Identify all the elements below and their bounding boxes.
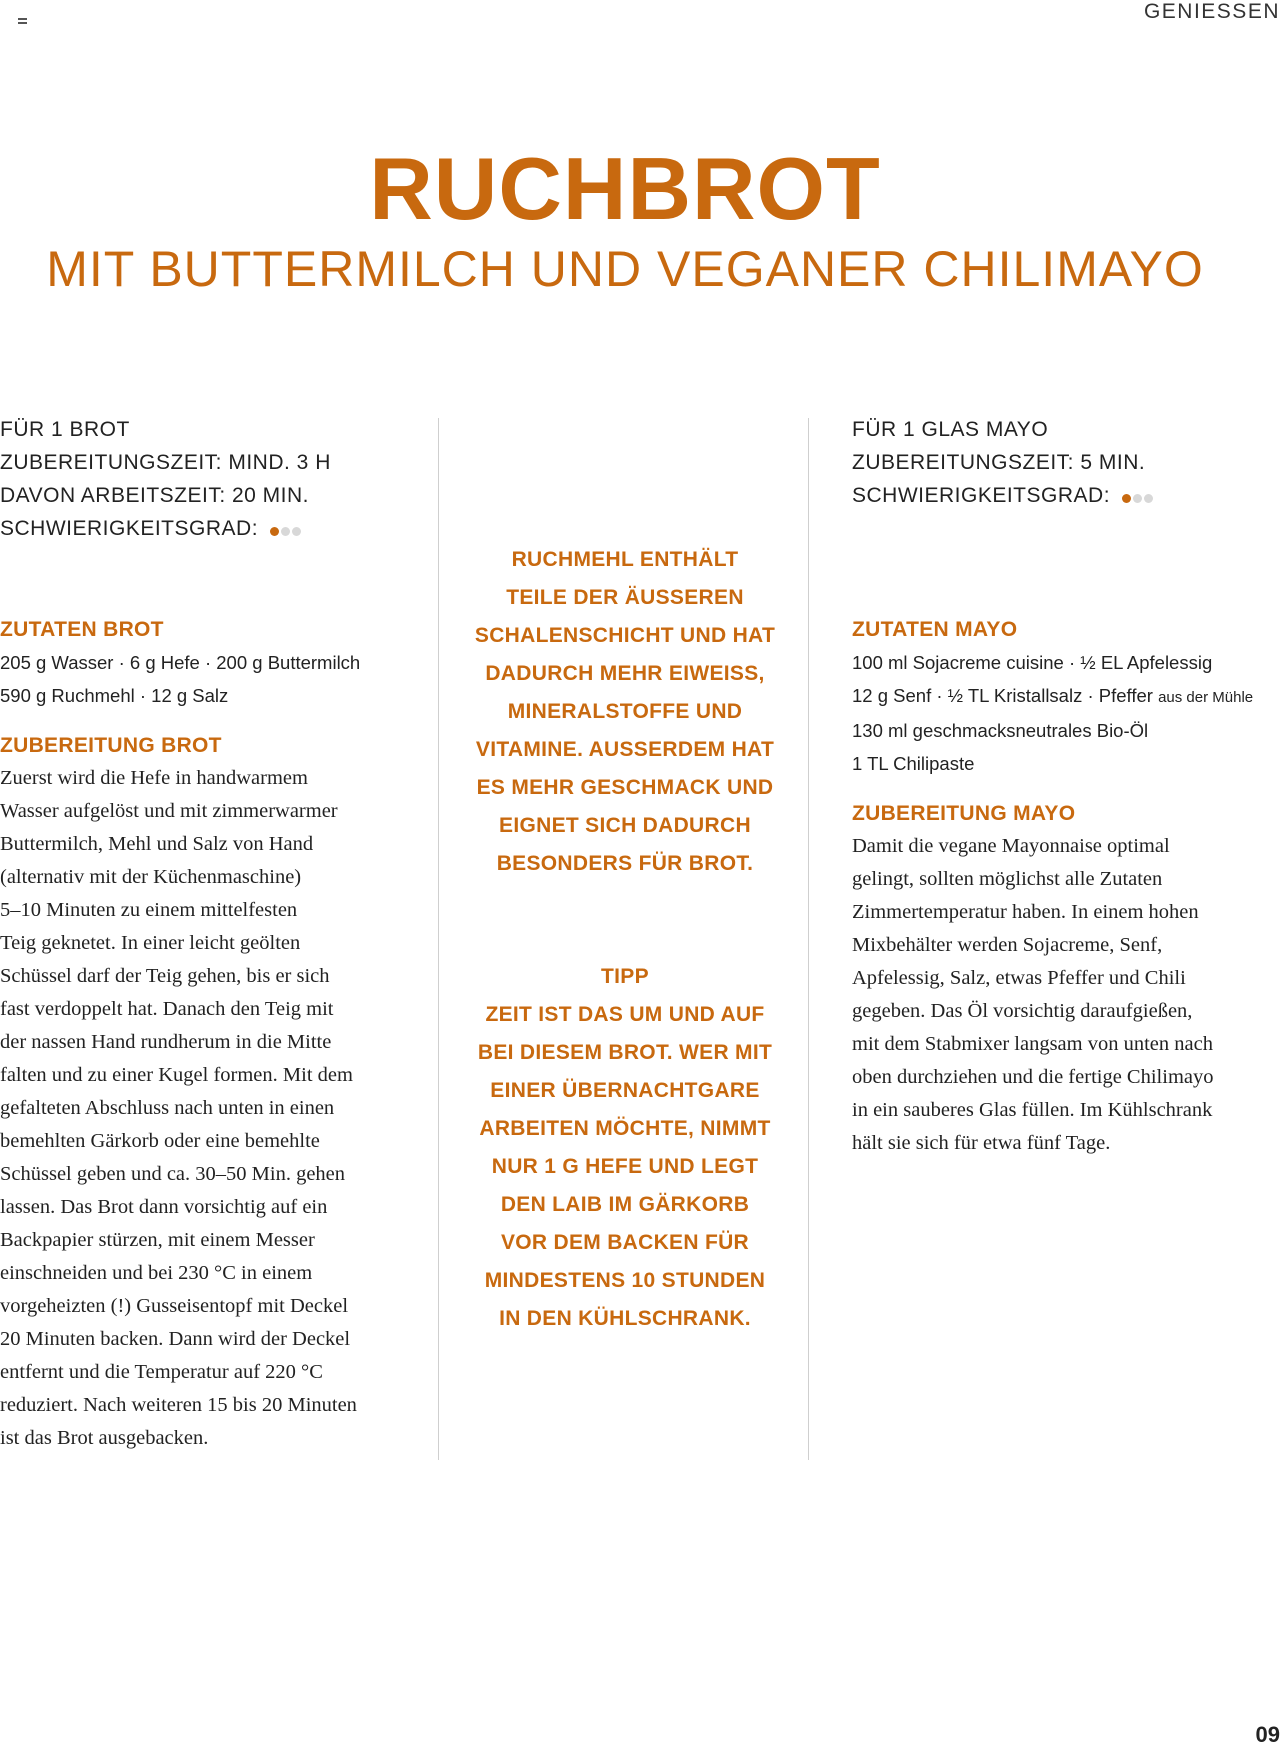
mayo-difficulty-rating — [1122, 480, 1155, 513]
callout-line: DADURCH MEHR EIWEISS, — [485, 662, 765, 685]
mayo-ingredients-heading: ZUTATEN MAYO — [852, 617, 1018, 641]
tip-line: EINER ÜBERNACHTGARE — [490, 1079, 760, 1102]
text-line: vorgeheizten (!) Gusseisentopf mit Deckel — [0, 1294, 349, 1317]
brot-difficulty-label: SCHWIERIGKEITSGRAD: — [0, 517, 259, 540]
text-line: hält sie sich für etwa fünf Tage. — [852, 1131, 1111, 1154]
text-line: der nassen Hand rundherum in die Mitte — [0, 1030, 332, 1053]
mayo-meta-servings: FÜR 1 GLAS MAYO — [852, 418, 1049, 441]
page-number: 09 — [1255, 1722, 1280, 1747]
mayo-preparation-text — [852, 830, 1272, 1160]
ingredient-text: 12 g Senf · ½ TL Kristallsalz · Pfeffer — [852, 684, 1153, 706]
text-line: ist das Brot ausgebacken. — [0, 1426, 209, 1449]
text-line: Zimmertemperatur haben. In einem hohen — [852, 900, 1199, 923]
brot-ingredients-list — [0, 646, 390, 712]
callout-line: SCHALENSCHICHT UND HAT — [474, 624, 776, 647]
text-line: falten und zu einer Kugel formen. Mit dem — [0, 1063, 353, 1086]
text-line: 5–10 Minuten zu einem mittelfesten — [0, 898, 298, 921]
difficulty-dot-empty — [1144, 494, 1153, 503]
brot-meta-worktime: DAVON ARBEITSZEIT: 20 MIN. — [0, 484, 310, 507]
menu-icon[interactable] — [18, 18, 27, 24]
text-line: Wasser aufgelöst und mit zimmerwarmer — [0, 799, 338, 822]
tip-line: ZEIT IST DAS UM UND AUF — [485, 1003, 765, 1026]
ingredient-line: 130 ml geschmacksneutrales Bio-Öl — [852, 719, 1149, 741]
tip-line: NUR 1 G HEFE UND LEGT — [491, 1155, 759, 1178]
text-line: reduziert. Nach weiteren 15 bis 20 Minuten — [0, 1393, 357, 1416]
text-line: gegeben. Das Öl vorsichtig daraufgießen, — [852, 999, 1193, 1022]
mayo-preparation-heading: ZUBEREITUNG MAYO — [852, 801, 1076, 825]
text-line: mit dem Stabmixer langsam von unten nach — [852, 1032, 1213, 1055]
callout-line: BESONDERS FÜR BROT. — [496, 852, 754, 875]
difficulty-dot-empty — [292, 527, 301, 536]
callout-line: ES MEHR GESCHMACK UND — [476, 776, 774, 799]
text-line: Backpapier stürzen, mit einem Messer — [0, 1228, 315, 1251]
text-line: Schüssel geben und ca. 30–50 Min. gehen — [0, 1162, 346, 1185]
brot-ingredients-heading: ZUTATEN BROT — [0, 617, 164, 641]
callout-line: VITAMINE. AUSSERDEM HAT — [475, 738, 775, 761]
text-line: (alternativ mit der Küchenmaschine) — [0, 865, 302, 888]
callout-line: EIGNET SICH DADURCH — [499, 814, 751, 837]
mayo-column — [852, 413, 1272, 1160]
difficulty-dot-filled — [1122, 494, 1131, 503]
brot-column — [0, 413, 390, 1455]
brot-meta-servings: FÜR 1 BROT — [0, 418, 130, 441]
ingredient-line: 1 TL Chilipaste — [852, 752, 975, 774]
difficulty-dot-empty — [281, 527, 290, 536]
text-line: Zuerst wird die Hefe in handwarmem — [0, 766, 308, 789]
section-label: GENIESSEN — [1143, 0, 1280, 23]
ruchmehl-callout — [440, 541, 810, 883]
mayo-meta — [852, 413, 1272, 513]
text-line: entfernt und die Temperatur auf 220 °C — [0, 1360, 323, 1383]
difficulty-dot-filled — [270, 527, 279, 536]
text-line: einschneiden und bei 230 °C in einem — [0, 1261, 313, 1284]
brot-difficulty-rating — [270, 513, 303, 546]
callout-line: MINERALSTOFFE UND — [507, 700, 743, 723]
tip-line: IN DEN KÜHLSCHRANK. — [499, 1307, 751, 1330]
callout-line: TEILE DER ÄUSSEREN — [506, 586, 744, 609]
tip-heading: TIPP — [601, 965, 649, 988]
column-divider-left — [438, 418, 439, 1460]
recipe-title: RUCHBROT — [369, 139, 881, 238]
brot-meta-time: ZUBEREITUNGSZEIT: MIND. 3 H — [0, 451, 331, 474]
text-line: bemehlten Gärkorb oder eine bemehlte — [0, 1129, 320, 1152]
text-line: Teig geknetet. In einer leicht geölten — [0, 931, 301, 954]
text-line: in ein sauberes Glas füllen. Im Kühlschrank — [852, 1098, 1213, 1121]
text-line: Apfelessig, Salz, etwas Pfeffer und Chili — [852, 966, 1186, 989]
ingredient-line — [852, 679, 1272, 714]
text-line: lassen. Das Brot dann vorsichtig auf ein — [0, 1195, 328, 1218]
tip-line: ARBEITEN MÖCHTE, NIMMT — [479, 1117, 771, 1140]
ingredient-line: 100 ml Sojacreme cuisine · ½ EL Apfelessig — [852, 651, 1213, 673]
tip-line: MINDESTENS 10 STUNDEN — [484, 1269, 766, 1292]
mayo-difficulty — [852, 479, 1272, 513]
text-line: Buttermilch, Mehl und Salz von Hand — [0, 832, 314, 855]
text-line: Schüssel darf der Teig gehen, bis er sich — [0, 964, 330, 987]
mayo-meta-time: ZUBEREITUNGSZEIT: 5 MIN. — [852, 451, 1146, 474]
ingredient-line: 205 g Wasser · 6 g Hefe · 200 g Buttermilch — [0, 651, 361, 673]
tip-line: DEN LAIB IM GÄRKORB — [500, 1193, 750, 1216]
recipe-subtitle: MIT BUTTERMILCH UND VEGANER CHILIMAYO — [46, 241, 1204, 297]
brot-preparation-text — [0, 762, 390, 1455]
text-line: fast verdoppelt hat. Danach den Teig mit — [0, 997, 334, 1020]
text-line: oben durchziehen und die fertige Chilimayo — [852, 1065, 1214, 1088]
text-line: 20 Minuten backen. Dann wird der Deckel — [0, 1327, 351, 1350]
brot-difficulty — [0, 512, 390, 546]
brot-preparation-heading: ZUBEREITUNG BROT — [0, 733, 222, 757]
difficulty-dot-empty — [1133, 494, 1142, 503]
text-line: gefalteten Abschluss nach unten in einen — [0, 1096, 335, 1119]
tip-box — [440, 958, 810, 1338]
mayo-ingredients-list — [852, 646, 1272, 780]
tip-line: VOR DEM BACKEN FÜR — [500, 1231, 750, 1254]
brot-meta — [0, 413, 390, 546]
tip-line: BEI DIESEM BROT. WER MIT — [477, 1041, 773, 1064]
text-line: gelingt, sollten möglichst alle Zutaten — [852, 867, 1163, 890]
ingredient-note: aus der Mühle — [1158, 688, 1254, 706]
text-line: Damit die vegane Mayonnaise optimal — [852, 834, 1170, 857]
ingredient-line: 590 g Ruchmehl · 12 g Salz — [0, 684, 229, 706]
mayo-difficulty-label: SCHWIERIGKEITSGRAD: — [852, 484, 1111, 507]
callout-line: RUCHMEHL ENTHÄLT — [511, 548, 739, 571]
text-line: Mixbehälter werden Sojacreme, Senf, — [852, 933, 1163, 956]
